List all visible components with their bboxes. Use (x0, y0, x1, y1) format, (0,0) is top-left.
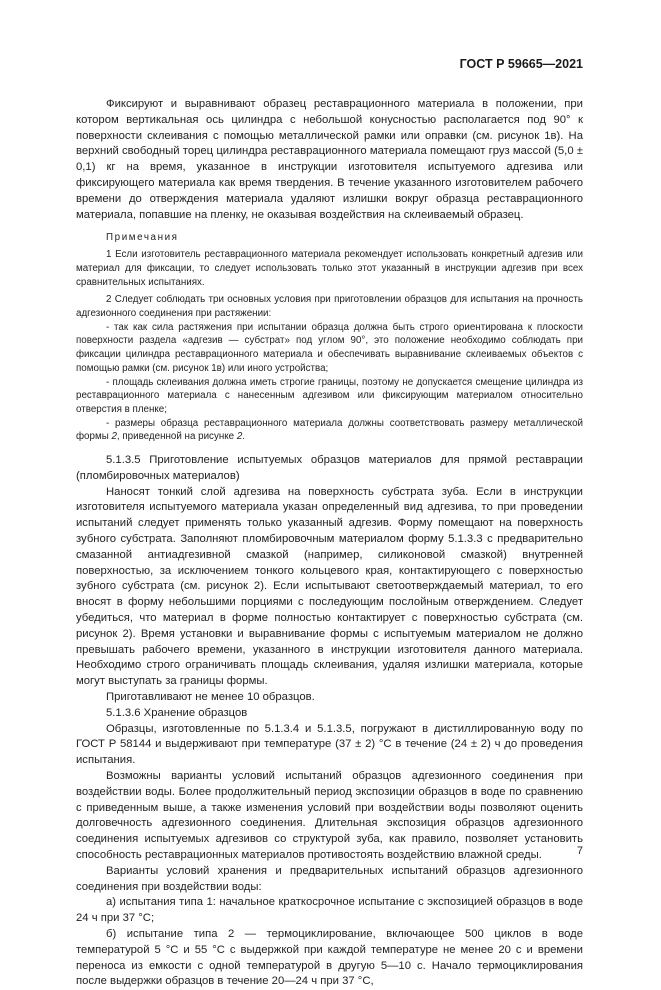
list-item-type-2: б) испытание типа 2 — термоциклирование, включающее 500 циклов в воде температурой 5 °С и 55 °С с выдержкой при каждой температуре не менее 20 с и времени переноса из емкости с одной температурой в другую 5—10 с. Начало термоциклирования после выдержки образцов в течение 20—24 ч при 37 °С, (76, 927, 583, 988)
note-2-item-b: - площадь склеивания должна иметь строгие границы, поэтому не допускается смещение цилиндра из реставрационного материала с нанесенным адгезивом или фиксирующим материалом относительно отверстия в пленке; (76, 376, 583, 415)
note-2-item-c (76, 417, 583, 444)
document-body (76, 97, 583, 990)
paragraph-test-variants: Возможны варианты условий испытаний образцов адгезионного соединения при воздействии воды. Более продолжительный период экспозиции образцов в воде по сравнению с приведенным выше, а также изменения условий при воздействии воды позволяют оценить долговечность адгезионного соединения. Длительная экспозиция образцов адгезионного соединения испытуемых адгезивов со структурой зуба, как правило, позволяет установить способность реставрационных материалов противостоять воздействию влажной среды. (76, 769, 583, 861)
page-number: 7 (576, 845, 583, 857)
section-5-1-3-5-heading: 5.1.3.5 Приготовление испытуемых образцов материалов для прямой реставрации (пломбировочных материалов) (76, 454, 583, 482)
paragraph-fixation: Фиксируют и выравнивают образец реставрационного материала в положении, при котором вертикальная ось цилиндра с небольшой конусностью располагается под 90° к поверхности склеивания с помощью металлической рамки или оправки (см. рисунок 1в). На верхний свободный торец цилиндра реставрационного материала помещают груз массой (5,0 ± 0,1) кг на время, указанное в инструкции изготовителя испытуемого адгезива или фиксирующего материала как время твердения. В течение указанного изготовителем рабочего времени до отверждения материала удаляют излишки вокруг образца реставрационного материала, попавшие на пленку, не оказывая воздействия на склеиваемый образец. (76, 98, 583, 221)
section-5-1-3-6-heading: 5.1.3.6 Хранение образцов (106, 706, 248, 719)
note-2-item-c-form-number: 2 (111, 431, 117, 443)
note-2-item-a: - так как сила растяжения при испытании образца должна быть строго ориентирована к плоскости поверхности раздела «адгезив — субстрат» под углом 90°, это положение необходимо соблюдать при фиксации цилиндра реставрационного материала и обеспечивать выравнивание склеиваемых объектов с помощью рамки (см. рисунок 1в) или иного устройства; (76, 321, 583, 374)
note-2-item-c-text-mid: , приведенной на рисунке (116, 431, 237, 443)
paragraph-adhesive-application: Наносят тонкий слой адгезива на поверхность субстрата зуба. Если в инструкции изготовителя испытуемого материала указан определенный вид адгезива, то при проведении испытаний следует применять только указанный адгезив. Форму помещают на поверхность зубного субстрата. Заполняют пломбировочным материалом форму 5.1.3.3 с предварительно смазанной антиадгезивной смазкой (например, силиконовой смазкой) внутренней поверхностью, за исключением тонкого кольцевого края, контактирующего с поверхностью зубного субстрата (см. рисунок 2). Если испытывают светоотверждаемый материал, то его вносят в форму небольшими порциями с последующим послойным отверждением. Следует убедиться, что материал в форме полностью контактирует с поверхностью субстрата (см. рисунок 2). Время установки и выравнивание формы с испытуемым материалом не должно превышать рабочего времени, указанного в инструкции изготовителя данного материала. Необходимо строго ограничивать площадь склеивания, удаляя излишки материала, которые могут выступать за границы формы. (76, 485, 583, 688)
paragraph-sample-count: Приготавливают не менее 10 образцов. (106, 690, 315, 703)
note-1: 1 Если изготовитель реставрационного материала рекомендует использовать конкретный адгезив или материал для фиксации, то следует использовать только этот указанный в инструкции адгезив при всех сравнительных испытаниях. (76, 249, 583, 288)
note-2-item-c-end: . (242, 431, 246, 443)
note-2: 2 Следует соблюдать три основных условия при приготовлении образцов для испытания на прочность адгезионного соединения при растяжении: (76, 294, 583, 319)
paragraph-storage-variants: Варианты условий хранения и предварительных испытаний образцов адгезионного соединения при воздействии воды: (76, 864, 583, 893)
notes-heading: Примечания (106, 232, 179, 244)
note-2-item-c-text: - размеры образца реставрационного материала должны соответствовать размеру металлической формы (76, 417, 583, 443)
list-item-type-1: а) испытания типа 1: начальное краткосрочное испытание с экспозицией образцов в воде 24 ч при 37 °С; (76, 896, 583, 925)
paragraph-storage: Образцы, изготовленные по 5.1.3.4 и 5.1.3.5, погружают в дистиллированную воду по ГОСТ Р 58144 и выдерживают при температуре (37 ± 2) °С в течение (24 ± 2) ч до проведения испытания. (76, 722, 583, 767)
note-2-item-c-figure-ref: 2 (236, 431, 243, 443)
document-standard-id: ГОСТ Р 59665—2021 (459, 57, 583, 71)
